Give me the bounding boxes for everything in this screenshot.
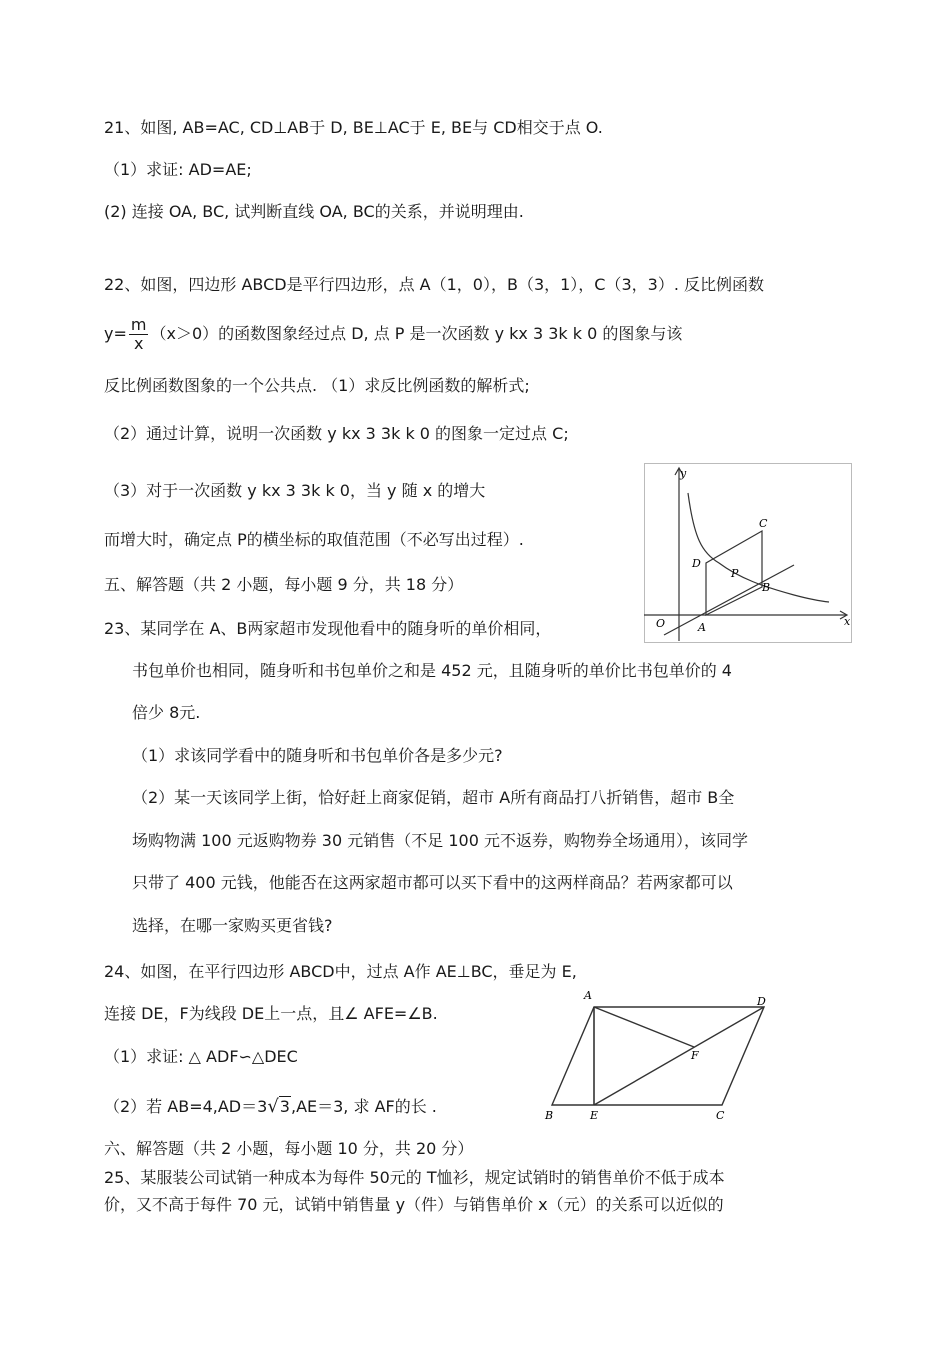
q23-stem: 23、某同学在 A、B两家超市发现他看中的随身听的单价相同， [104, 619, 552, 638]
q22-part3a: （3）对于一次函数 y kx 3 3k k 0，当 y 随 x 的增大 [104, 481, 486, 500]
q23-part2a: （2）某一天该同学上街，恰好赶上商家促销，超市 A所有商品打八折销售，超市 B全 [132, 788, 735, 807]
q22-line2 [104, 314, 682, 354]
q22-line2-rest: （x＞0）的函数图象经过点 D, 点 P 是一次函数 y kx 3 3k k 0 的图象与该 [150, 324, 683, 343]
fig1-label-x: x [844, 615, 851, 628]
q23-part2b: 场购物满 100 元返购物券 30 元销售（不足 100 元不返券，购物券全场通用），该同学 [132, 831, 748, 850]
q24-stem: 24、如图，在平行四边形 ABCD中，过点 A作 AE⊥BC，垂足为 E, [104, 962, 577, 981]
fig1-label-o: O [656, 617, 666, 630]
q22-line3: 反比例函数图象的一个公共点. （1）求反比例函数的解析式; [104, 376, 530, 395]
q22-figure [644, 463, 852, 643]
section6-heading: 六、解答题（共 2 小题，每小题 10 分，共 20 分） [104, 1139, 474, 1158]
q24-sqrt-radicand: 3 [279, 1097, 290, 1116]
q24-part2-pre: （2）若 AB=4,AD＝3 [104, 1097, 268, 1116]
q22-frac-den: x [133, 334, 144, 353]
fig1-label-y: y [680, 467, 687, 480]
fig1-label-p: P [731, 567, 739, 580]
q23-part2c: 只带了 400 元钱，他能否在这两家超市都可以买下看中的这两样商品？若两家都可以 [132, 873, 733, 892]
q23-part2d: 选择，在哪一家购买更省钱? [132, 916, 333, 935]
q24-figure [542, 985, 772, 1125]
q23-part1: （1）求该同学看中的随身听和书包单价各是多少元? [132, 746, 503, 765]
fig2-label-a: A [584, 989, 592, 1002]
q24-part1: （1）求证: △ ADF∽△DEC [104, 1047, 298, 1066]
fig1-label-c: C [759, 517, 768, 530]
fig2-label-d: D [757, 995, 766, 1008]
q22-fraction [129, 316, 149, 353]
q22-figure-frame [645, 464, 852, 643]
q21-part2: (2) 连接 OA, BC, 试判断直线 OA, BC的关系，并说明理由. [104, 202, 524, 221]
q23-line2: 书包单价也相同，随身听和书包单价之和是 452 元，且随身听的单价比书包单价的 4 [132, 661, 732, 680]
fig2-label-c: C [716, 1109, 725, 1122]
parallelogram-abcd-2 [552, 1007, 764, 1105]
fig2-label-f: F [691, 1049, 699, 1062]
fig1-label-b: B [762, 581, 771, 594]
q24-part2 [104, 1097, 437, 1117]
q25-line2: 价，又不高于每件 70 元，试销中销售量 y（件）与销售单价 x（元）的关系可以近似的 [104, 1195, 724, 1214]
fig2-label-e: E [590, 1109, 599, 1122]
q22-frac-num: m [130, 315, 147, 334]
q22-part2: （2）通过计算，说明一次函数 y kx 3 3k k 0 的图象一定过点 C; [104, 424, 569, 443]
q22-fn-prefix: y= [104, 324, 127, 343]
sqrt-symbol: √ [267, 1096, 279, 1117]
q22-part3b: 而增大时，确定点 P的横坐标的取值范围（不必写出过程）. [104, 530, 524, 549]
q22-stem: 22、如图，四边形 ABCD是平行四边形，点 A（1，0），B（3，1），C（3，3）. 反比例函数 [104, 275, 765, 294]
q24-line2: 连接 DE，F为线段 DE上一点，且∠ AFE=∠B. [104, 1004, 438, 1023]
q21-stem: 21、如图, AB=AC, CD⊥AB于 D, BE⊥AC于 E, BE与 CD相交于点 O. [104, 118, 603, 137]
q25-line1: 25、某服装公司试销一种成本为每件 50元的 T恤衫，规定试销时的销售单价不低于成本 [104, 1168, 725, 1187]
q21-part1: （1）求证: AD=AE; [104, 160, 252, 179]
section5-heading: 五、解答题（共 2 小题，每小题 9 分，共 18 分） [104, 575, 464, 594]
q24-part2-post: ,AE＝3, 求 AF的长 . [290, 1097, 437, 1116]
segment-af [594, 1007, 694, 1047]
segment-de [594, 1007, 764, 1105]
q23-line3: 倍少 8元. [132, 703, 201, 722]
fig1-label-d: D [692, 557, 701, 570]
fig1-label-a: A [698, 621, 706, 634]
fig2-label-b: B [545, 1109, 554, 1122]
